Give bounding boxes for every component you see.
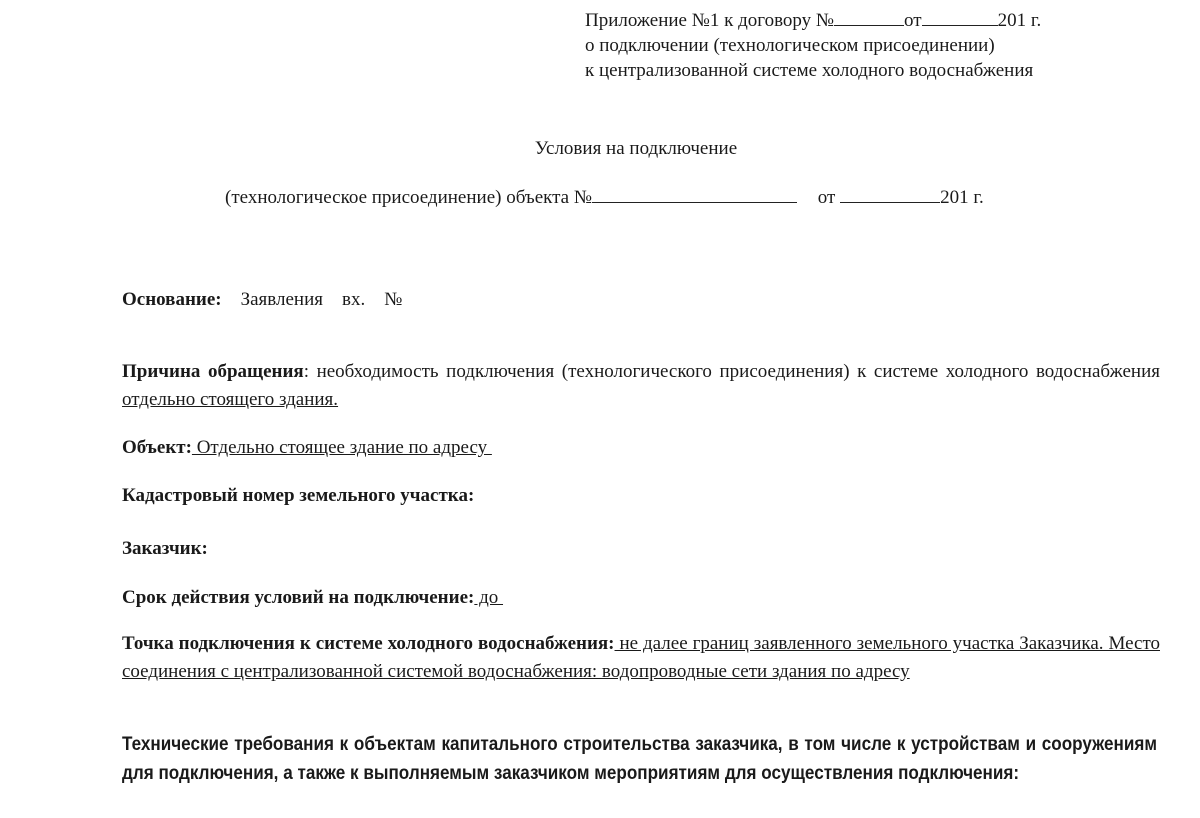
object-field: Объект: Отдельно стоящее здание по адресу: [122, 437, 492, 458]
basis-field: Основание: Заявления вх. №: [122, 289, 403, 310]
contract-number-blank: [834, 9, 904, 26]
reason-field: Причина обращения: необходимость подключения (технологического присоединения) к системе холодного водоснабжения отдельно стоящего здания.: [122, 361, 1160, 410]
connection-point-field: Точка подключения к системе холодного водоснабжения: не далее границ заявленного земельного участка Заказчика. Место соединения с централизованной системой водоснабжения: водопроводные сети здания по адресу: [122, 633, 1160, 682]
document-title: Условия на подключение: [534, 138, 738, 159]
technical-requirements-heading: Технические требования к объектам капитального строительства заказчика, в том числе к устройствам и сооружениям для подключения, а также к выполняемым заказчиком мероприятиям для осуществления подключения:: [122, 734, 1157, 784]
document-subtitle: (технологическое присоединение) объекта № от 201 г.: [225, 187, 984, 208]
header-line-1: Приложение №1 к договору № от 201 г.: [585, 10, 1042, 31]
cadastral-field: Кадастровый номер земельного участка:: [122, 485, 475, 506]
header-line-2: о подключении (технологическом присоединении): [585, 35, 995, 56]
contract-date-blank: [922, 9, 998, 26]
customer-field: Заказчик:: [122, 538, 208, 559]
document-header: [585, 8, 1041, 83]
validity-field: Срок действия условий на подключение: до: [122, 587, 504, 608]
object-number-blank: [592, 186, 797, 203]
object-date-blank: [840, 186, 940, 203]
header-line-3: к централизованной системе холодного водоснабжения: [585, 60, 1034, 81]
